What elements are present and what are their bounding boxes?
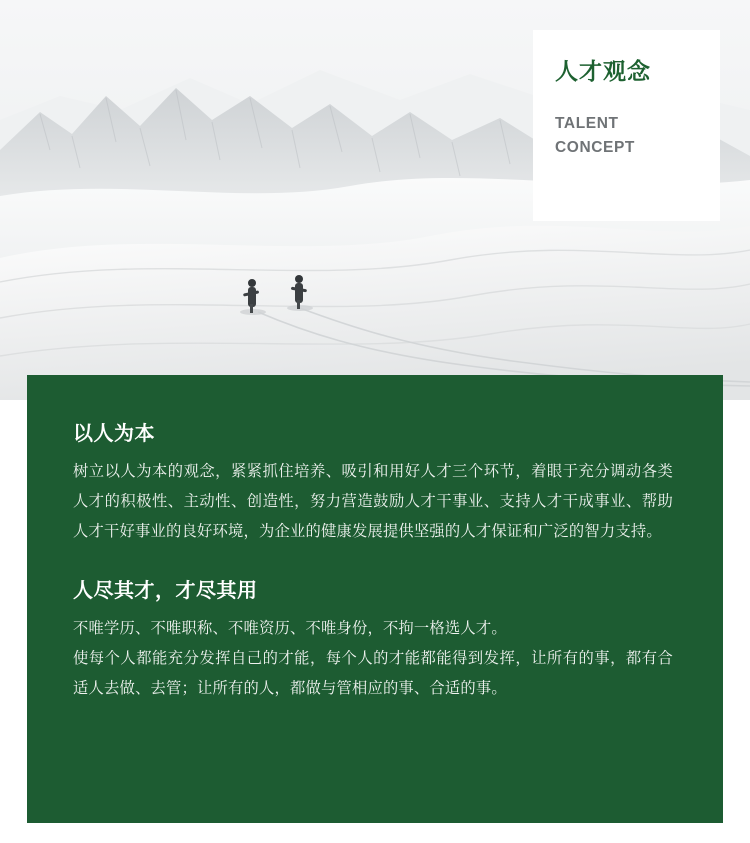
page-title-en-line1: TALENT — [555, 114, 619, 132]
page-title-en-line2: CONCEPT — [555, 138, 635, 156]
page-title-cn: 人才观念 — [555, 58, 651, 84]
foreground-snow-slope — [0, 226, 750, 400]
section-paragraph: 树立以人为本的观念，紧紧抓住培养、吸引和用好人才三个环节，着眼于充分调动各类人才的积极性、主动性、创造性，努力营造鼓励人才干事业、支持人才干成事业、帮助人才干好事业的良好环境，为企业的健康发展提供坚强的人才保证和广泛的智力支持。 — [73, 463, 673, 540]
page-title-en — [555, 112, 720, 160]
section-talent-utilization — [73, 578, 673, 703]
section-paragraph-line-2: 使每个人都能充分发挥自己的才能，每个人的才能都能得到发挥，让所有的事，都有合适人去做、去管；让所有的人，都做与管相应的事、合适的事。 — [73, 650, 673, 698]
section-heading: 人尽其才，才尽其用 — [73, 580, 258, 603]
title-card — [533, 30, 720, 221]
section-heading: 以人为本 — [73, 423, 155, 445]
section-paragraph-line-1: 不唯学历、不唯职称、不唯资历、不唯身份，不拘一格选人才。 — [73, 620, 507, 638]
section-paragraph — [73, 614, 673, 703]
content-panel — [27, 375, 723, 823]
bottom-strip — [0, 823, 750, 843]
section-people-oriented — [73, 421, 673, 546]
